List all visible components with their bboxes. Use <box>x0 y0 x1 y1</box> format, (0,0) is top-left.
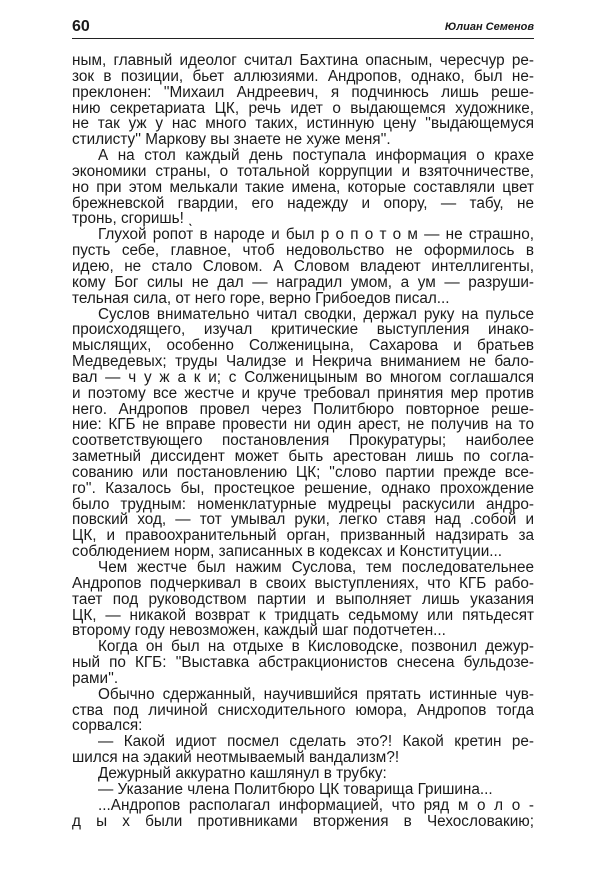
text-line: преклонен: ''Михаил Андреевич, я подчинюсь лишь реше- <box>72 83 534 101</box>
text-line: было трудным: номенклатурные мудрецы раскусили андро- <box>72 495 534 513</box>
text-line: второму году невозможен, каждый шаг подотчетен... <box>72 622 446 640</box>
text-line: ...Андропов располагал информацией, что ряд м о л о - <box>98 796 534 814</box>
text-line: происходящего, изучал критические выступления инако- <box>72 321 534 339</box>
text-line: тронь, сгоришь! ˎ <box>72 210 194 228</box>
text-line: Суслов внимательно читал сводки, держал руку на пульсе <box>98 305 534 323</box>
text-line: А на стол каждый день поступала информация о крахе <box>98 147 534 165</box>
text-line: — Какой идиот посмел сделать это?! Какой кретин ре- <box>98 733 534 751</box>
text-line: и поэтому все жестче и круче требовал принятия мер против <box>72 384 534 402</box>
text-line: нию секретариата ЦК, речь идет о выдающемся художнике, <box>72 99 534 117</box>
text-line: заметный диссидент может быть арестован лишь по согла- <box>72 448 534 466</box>
text-line: пусть себе, главное, чтоб недовольство не оформилось в <box>72 242 534 260</box>
text-line: идею, не стало Словом. А Словом владеют интеллигенты, <box>72 257 534 275</box>
text-line: соблюдением норм, записанных в кодексах и Конституции... <box>72 543 502 561</box>
text-line: ние: КГБ не вправе провести ни один арест, не получив на то <box>72 416 534 434</box>
text-line: не так уж у нас много таких, истинную цену ''выдающемуся <box>72 115 534 133</box>
text-line: Чем жестче был нажим Суслова, тем последовательнее <box>98 559 534 576</box>
text-line: Андропов подчеркивал в своих выступлениях, что КГБ рабо- <box>72 574 534 592</box>
text-line: мыслящих, особенно Солженицына, Сахарова и братьев <box>72 337 534 355</box>
text-line: ЦК, и правоохранительный орган, призванный надзирать за <box>72 527 534 545</box>
text-line: зок в позиции, бьет аллюзиями. Андропов, однако, был не- <box>72 67 534 85</box>
text-line: Обычно сдержанный, научившийся прятать истинные чув- <box>98 685 534 703</box>
running-head-author: Юлиан Семенов <box>444 21 534 33</box>
text-line: Дежурный аккуратно кашлянул в трубку: <box>98 764 387 782</box>
page-number: 60 <box>72 18 90 35</box>
text-line: рами''. <box>72 669 119 687</box>
text-line: но при этом мелькали такие имена, которые составляли цвет <box>72 178 534 196</box>
text-line: тельная сила, от него горе, верно Грибоедов писал... <box>72 289 450 307</box>
text-line: Когда он был на отдыхе в Кисловодске, позвонил дежур- <box>98 638 534 656</box>
text-line: ный по КГБ: ''Выставка абстракционистов снесена бульдозе- <box>72 654 534 672</box>
text-line: экономики страны, о тотальной коррупции и взяточничестве, <box>72 162 534 180</box>
text-line: Глухой ропот в народе и был р о п о т о м — не страшно, <box>98 226 534 244</box>
text-line: ным, главный идеолог считал Бахтина опасным, чересчур ре- <box>72 52 534 69</box>
text-line: тает под руководством партии и выполняет лишь указания <box>72 590 534 608</box>
text-line: — Указание члена Политбюро ЦК товарища Гришина... <box>98 780 493 798</box>
text-line: повский ход, — тот умывал руки, легко ставя над .собой и <box>72 511 534 529</box>
text-line: стилисту'' Маркову вы знаете не хуже меня''. <box>72 131 391 149</box>
text-line: ства под личиной снисходительного юмора, Андропов тогда <box>72 701 534 719</box>
text-line: вал — ч у ж а к и; с Солженицыным во многом соглашался <box>72 368 534 386</box>
text-line: сованию или постановлению ЦК; ''слово партии прежде все- <box>72 463 534 481</box>
text-line: Медведевых; труды Чалидзе и Некрича вниманием не бало- <box>72 353 534 371</box>
text-line: сорвался: <box>72 717 143 735</box>
text-line: соответствующего постановления Прокуратуры; наиболее <box>72 432 534 450</box>
running-header <box>72 18 534 39</box>
text-line: ЦК, — никакой возврат к тридцать седьмому или пятьдесят <box>72 606 534 624</box>
text-line: д ы х были противниками вторжения в Чехословакию; <box>72 812 534 830</box>
text-line: брежневской гвардии, его надежду и опору, — табу, не <box>72 194 534 212</box>
text-line: шился на эдакий неотмываемый вандализм?! <box>72 749 400 767</box>
text-line: го''. Казалось бы, простецкое решение, однако прохождение <box>72 479 534 497</box>
body-text <box>72 53 534 829</box>
text-line: кому Бог силы не дал — наградил умом, а ум — разруши- <box>72 273 534 291</box>
text-line: него. Андропов провел через Политбюро повторное реше- <box>72 400 534 418</box>
